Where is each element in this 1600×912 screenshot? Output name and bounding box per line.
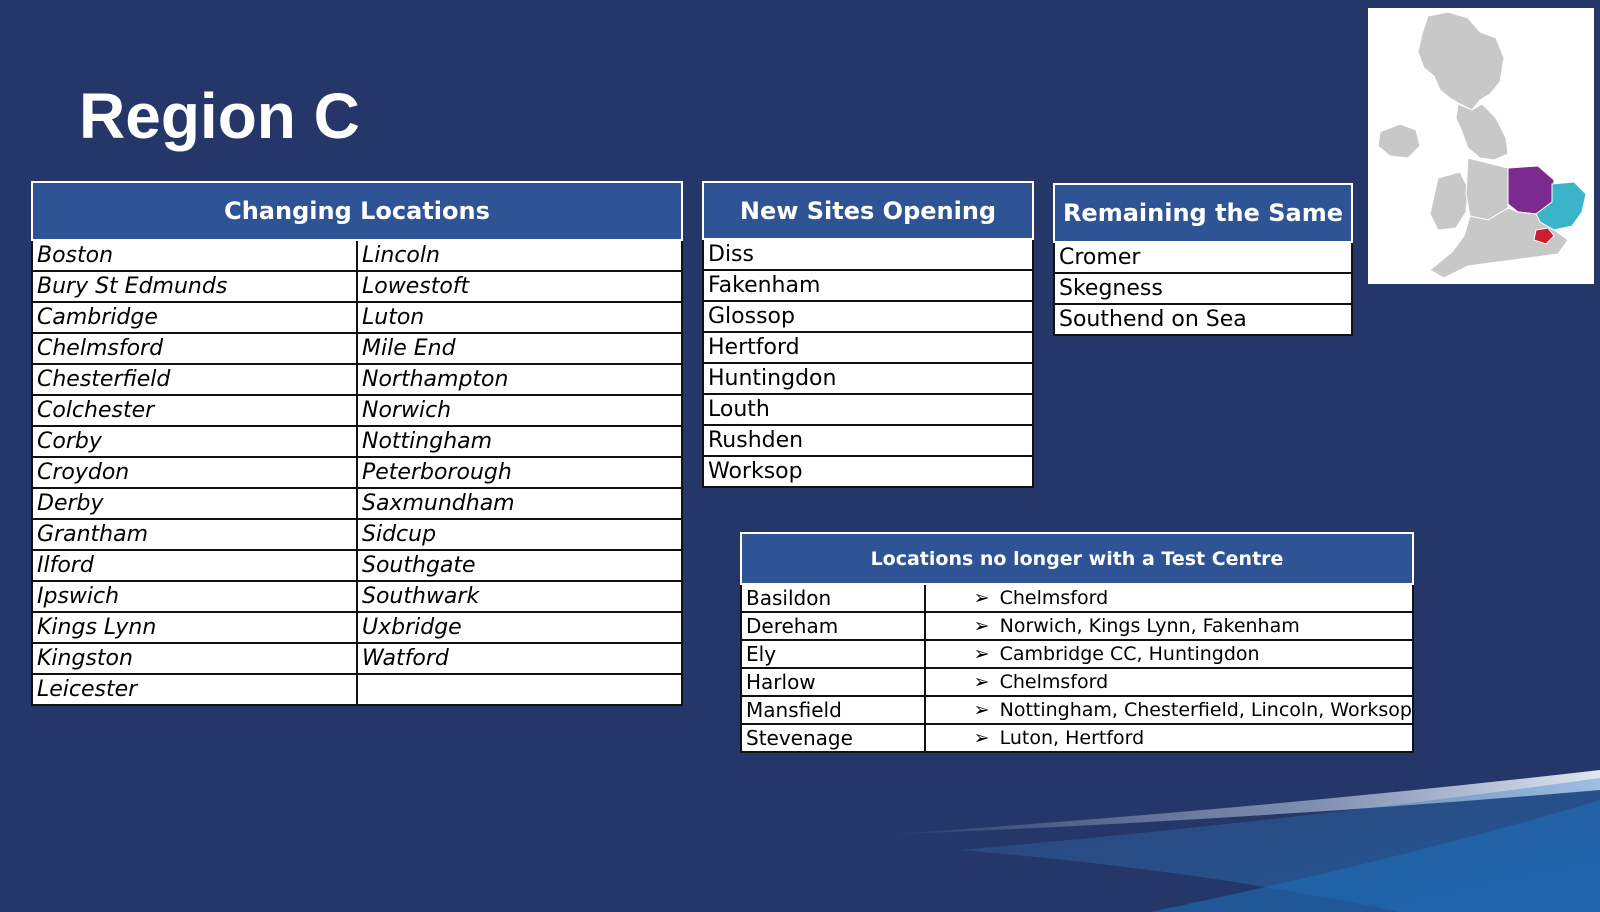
table-row — [703, 332, 1033, 363]
table-row — [741, 612, 1413, 640]
table-row — [32, 457, 682, 488]
uk-region-map-icon — [1368, 8, 1594, 284]
location-cell: Sidcup — [357, 519, 682, 550]
table-row — [32, 240, 682, 271]
location-cell: Southwark — [357, 581, 682, 612]
table-row — [703, 456, 1033, 487]
location-cell: Peterborough — [357, 457, 682, 488]
new-site-cell: Worksop — [703, 456, 1033, 487]
new-site-cell: Huntingdon — [703, 363, 1033, 394]
table-row — [703, 301, 1033, 332]
location-cell: Chelmsford — [32, 333, 357, 364]
table-row — [703, 363, 1033, 394]
closed-location-cell: Ely — [741, 640, 925, 668]
table-row — [703, 425, 1033, 456]
location-cell: Bury St Edmunds — [32, 271, 357, 302]
new-site-cell: Hertford — [703, 332, 1033, 363]
no-longer-test-centre-table — [740, 532, 1414, 753]
table-row — [1054, 242, 1352, 273]
table-row — [32, 674, 682, 705]
closed-location-cell: Stevenage — [741, 724, 925, 752]
table-row — [32, 426, 682, 457]
alternative-centres-text: Chelmsford — [999, 587, 1109, 609]
alternative-centres-cell — [925, 640, 1413, 668]
table-row — [1054, 304, 1352, 335]
remaining-site-cell: Southend on Sea — [1054, 304, 1352, 335]
alternative-centres-cell — [925, 668, 1413, 696]
table-row — [741, 724, 1413, 752]
arrow-bullet-icon: ➢ — [973, 615, 990, 637]
location-cell: Chesterfield — [32, 364, 357, 395]
alternative-centres-text: Cambridge CC, Huntingdon — [999, 643, 1260, 665]
new-site-cell: Rushden — [703, 425, 1033, 456]
table-row — [741, 668, 1413, 696]
no-longer-header: Locations no longer with a Test Centre — [741, 533, 1413, 584]
location-cell: Cambridge — [32, 302, 357, 333]
location-cell: Northampton — [357, 364, 682, 395]
location-cell: Leicester — [32, 674, 357, 705]
table-row — [32, 395, 682, 426]
closed-location-cell: Harlow — [741, 668, 925, 696]
table-row — [32, 519, 682, 550]
location-cell: Derby — [32, 488, 357, 519]
arrow-bullet-icon: ➢ — [973, 727, 990, 749]
table-row — [32, 302, 682, 333]
page-title: Region C — [79, 80, 360, 152]
new-site-cell: Louth — [703, 394, 1033, 425]
changing-locations-table — [31, 181, 683, 706]
location-cell: Norwich — [357, 395, 682, 426]
remaining-same-header: Remaining the Same — [1054, 184, 1352, 242]
alternative-centres-text: Nottingham, Chesterfield, Lincoln, Worksop — [999, 699, 1412, 721]
closed-location-cell: Mansfield — [741, 696, 925, 724]
location-cell: Lincoln — [357, 240, 682, 271]
arrow-bullet-icon: ➢ — [973, 587, 990, 609]
remaining-same-table — [1053, 183, 1353, 336]
table-row — [32, 643, 682, 674]
alternative-centres-cell — [925, 584, 1413, 612]
alternative-centres-text: Luton, Hertford — [999, 727, 1145, 749]
location-cell: Kingston — [32, 643, 357, 674]
table-row — [32, 581, 682, 612]
new-site-cell: Fakenham — [703, 270, 1033, 301]
location-cell: Uxbridge — [357, 612, 682, 643]
location-cell: Boston — [32, 240, 357, 271]
table-row — [32, 364, 682, 395]
alternative-centres-cell — [925, 724, 1413, 752]
new-sites-header: New Sites Opening — [703, 182, 1033, 239]
closed-location-cell: Basildon — [741, 584, 925, 612]
changing-locations-header: Changing Locations — [32, 182, 682, 240]
table-row — [32, 612, 682, 643]
location-cell: Croydon — [32, 457, 357, 488]
table-row — [703, 270, 1033, 301]
table-row — [32, 333, 682, 364]
location-cell: Watford — [357, 643, 682, 674]
location-cell: Ilford — [32, 550, 357, 581]
table-row — [741, 696, 1413, 724]
remaining-same-body — [1054, 242, 1352, 335]
location-cell: Luton — [357, 302, 682, 333]
location-cell: Kings Lynn — [32, 612, 357, 643]
location-cell: Ipswich — [32, 581, 357, 612]
arrow-bullet-icon: ➢ — [973, 671, 990, 693]
arrow-bullet-icon: ➢ — [973, 643, 990, 665]
new-sites-body — [703, 239, 1033, 487]
location-cell: Mile End — [357, 333, 682, 364]
remaining-site-cell: Cromer — [1054, 242, 1352, 273]
location-cell: Lowestoft — [357, 271, 682, 302]
table-row — [32, 271, 682, 302]
table-row — [703, 394, 1033, 425]
table-row — [32, 488, 682, 519]
no-longer-body — [741, 584, 1413, 752]
table-row — [741, 640, 1413, 668]
changing-locations-body — [32, 240, 682, 705]
new-site-cell: Diss — [703, 239, 1033, 270]
alternative-centres-cell — [925, 696, 1413, 724]
table-row — [32, 550, 682, 581]
location-cell: Grantham — [32, 519, 357, 550]
location-cell: Nottingham — [357, 426, 682, 457]
remaining-site-cell: Skegness — [1054, 273, 1352, 304]
alternative-centres-text: Norwich, Kings Lynn, Fakenham — [999, 615, 1300, 637]
alternative-centres-text: Chelmsford — [999, 671, 1109, 693]
table-row — [741, 584, 1413, 612]
table-row — [703, 239, 1033, 270]
new-sites-table — [702, 181, 1034, 488]
location-cell: Saxmundham — [357, 488, 682, 519]
table-row — [1054, 273, 1352, 304]
location-cell: Corby — [32, 426, 357, 457]
arrow-bullet-icon: ➢ — [973, 699, 990, 721]
new-site-cell: Glossop — [703, 301, 1033, 332]
location-cell: Southgate — [357, 550, 682, 581]
closed-location-cell: Dereham — [741, 612, 925, 640]
alternative-centres-cell — [925, 612, 1413, 640]
location-cell: Colchester — [32, 395, 357, 426]
location-cell — [357, 674, 682, 705]
